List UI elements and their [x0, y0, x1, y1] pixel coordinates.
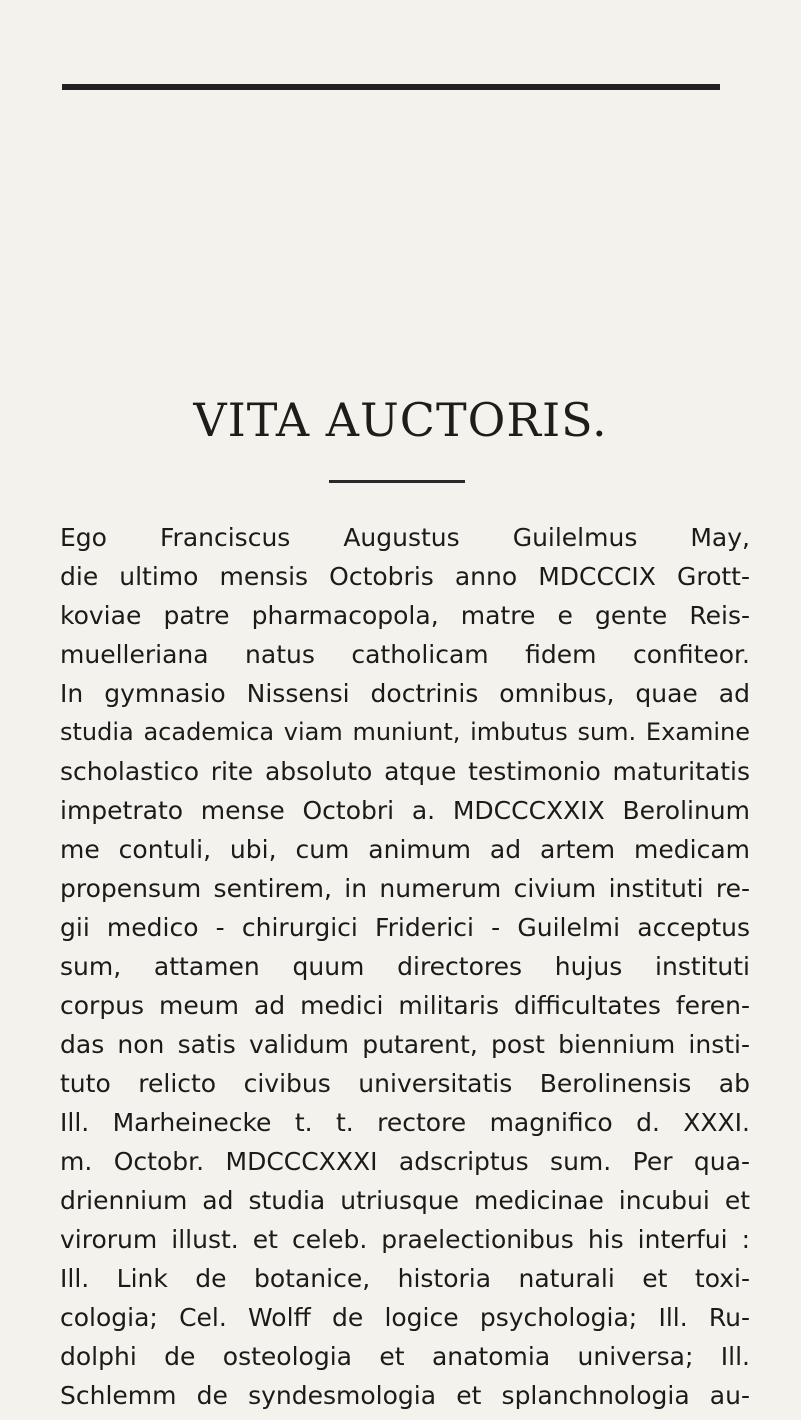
title-rule	[329, 480, 465, 483]
text-line: tuto relicto civibus universitatis Berolinensis ab	[60, 1069, 750, 1098]
text-line: cologia; Cel. Wolff de logice psychologia; Ill. Ru-	[60, 1303, 750, 1332]
text-line: gii medico - chirurgici Friderici - Guilelmi acceptus	[60, 913, 750, 942]
top-rule	[62, 84, 720, 90]
text-line: Ill. Marheinecke t. t. rectore magnifico d. XXXI.	[60, 1108, 750, 1137]
text-line: Schlemm de syndesmologia et splanchnologia au-	[60, 1381, 750, 1410]
body-text	[60, 518, 750, 1415]
text-line: dolphi de osteologia et anatomia universa; Ill.	[60, 1342, 750, 1371]
text-line: impetrato mense Octobri a. MDCCCXXIX Berolinum	[60, 796, 750, 825]
text-line: das non satis validum putarent, post biennium insti-	[60, 1030, 750, 1059]
text-line: scholastico rite absoluto atque testimonio maturitatis	[60, 757, 750, 786]
text-line: In gymnasio Nissensi doctrinis omnibus, quae ad	[60, 679, 750, 708]
text-line: Ill. Link de botanice, historia naturali et toxi-	[60, 1264, 750, 1293]
text-line: m. Octobr. MDCCCXXXI adscriptus sum. Per qua-	[60, 1147, 750, 1176]
text-line: die ultimo mensis Octobris anno MDCCCIX Grott-	[60, 562, 750, 591]
text-line: studia academica viam muniunt, imbutus sum. Examine	[60, 718, 750, 746]
page-title: VITA AUCTORIS.	[193, 393, 608, 447]
text-line: muelleriana natus catholicam fidem confiteor.	[60, 640, 750, 669]
text-line: virorum illust. et celeb. praelectionibus his interfui :	[60, 1225, 750, 1254]
text-line: corpus meum ad medici militaris difficultates feren-	[60, 991, 750, 1020]
text-line: Ego Franciscus Augustus Guilelmus May,	[60, 523, 750, 552]
text-line: sum, attamen quum directores hujus instituti	[60, 952, 750, 981]
text-line: driennium ad studia utriusque medicinae incubui et	[60, 1186, 750, 1215]
text-line: me contuli, ubi, cum animum ad artem medicam	[60, 835, 750, 864]
text-line: koviae patre pharmacopola, matre e gente Reis-	[60, 601, 750, 630]
text-line: propensum sentirem, in numerum civium instituti re-	[60, 874, 750, 903]
